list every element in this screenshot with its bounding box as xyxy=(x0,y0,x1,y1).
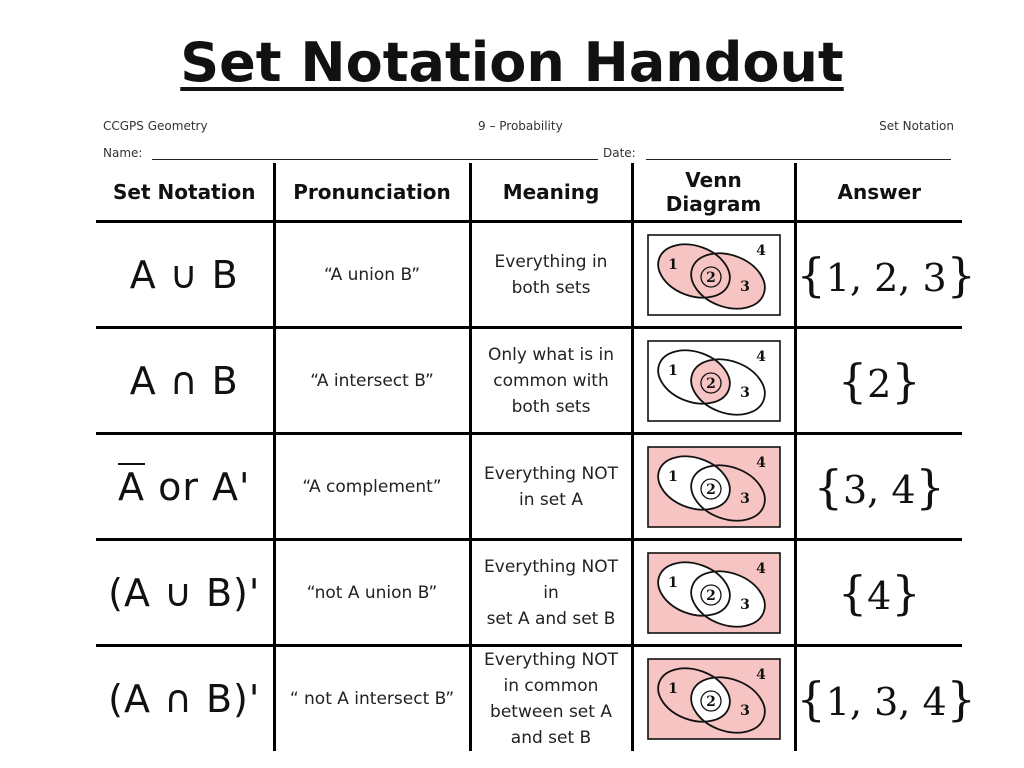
notation-cell xyxy=(96,222,274,328)
pronunciation-cell: “not A union B” xyxy=(274,540,470,646)
table-row xyxy=(96,222,962,328)
notation-complement: $\overline{A}$ or A' xyxy=(118,464,251,509)
date-label: Date: xyxy=(603,146,636,160)
answer-value: 3, 4 xyxy=(842,467,916,512)
notation-not-union: (A ∪ B)' xyxy=(108,570,261,615)
venn-region-label-3: 3 xyxy=(739,596,750,613)
answer-value: 2 xyxy=(867,361,892,406)
venn-region-label-4: 4 xyxy=(755,560,766,577)
table-row xyxy=(96,646,962,752)
venn-region-label-4: 4 xyxy=(755,454,766,471)
venn-region-label-2: 2 xyxy=(705,587,716,604)
notation-table xyxy=(96,163,976,751)
meaning-cell: Everything NOT in set A xyxy=(470,434,632,540)
answer-cell: {2} xyxy=(795,328,962,434)
venn-region-label-3: 3 xyxy=(739,490,750,507)
venn-region-label-4: 4 xyxy=(755,667,766,683)
date-blank xyxy=(646,159,951,160)
venn-region-label-3: 3 xyxy=(739,384,750,401)
pronunciation-cell: “A union B” xyxy=(274,222,470,328)
answer-value: 1, 2, 3 xyxy=(825,255,947,300)
col-header-set-notation: Set Notation xyxy=(96,163,274,222)
venn-cell xyxy=(632,646,795,752)
answer-cell: {1, 2, 3} xyxy=(795,222,962,328)
name-blank xyxy=(152,159,598,160)
page-title: Set Notation Handout xyxy=(180,31,844,94)
venn-region-label-1: 1 xyxy=(667,256,678,273)
venn-region-label-4: 4 xyxy=(755,348,766,365)
meaning-cell: Everything in both sets xyxy=(470,222,632,328)
col-header-pronunciation: Pronunciation xyxy=(274,163,470,222)
pronunciation-cell: “A intersect B” xyxy=(274,328,470,434)
notation-intersection: A ∩ B xyxy=(129,358,239,403)
venn-region-label-2: 2 xyxy=(705,694,716,710)
notation-complement-bar: $\overline{A}$ xyxy=(118,464,145,509)
venn-diagram xyxy=(644,655,784,743)
pronunciation-cell: “A complement” xyxy=(274,434,470,540)
notation-union: A ∪ B xyxy=(129,252,239,297)
col-header-meaning: Meaning xyxy=(470,163,632,222)
venn-region-label-1: 1 xyxy=(667,468,678,485)
meaning-cell: Everything NOT in common between set A and set B xyxy=(470,646,632,752)
table-row xyxy=(96,434,962,540)
name-label: Name: xyxy=(103,146,143,160)
venn-region-label-1: 1 xyxy=(667,681,678,697)
header-row xyxy=(96,163,962,222)
notation-cell xyxy=(96,434,274,540)
venn-region-label-2: 2 xyxy=(705,481,716,498)
topic-label: Set Notation xyxy=(879,119,954,133)
venn-cell xyxy=(632,328,795,434)
venn-diagram xyxy=(644,337,784,425)
venn-diagram xyxy=(644,231,784,319)
notation-cell xyxy=(96,328,274,434)
answer-cell: {3, 4} xyxy=(795,434,962,540)
pronunciation-cell: “ not A intersect B” xyxy=(274,646,470,752)
venn-region-label-2: 2 xyxy=(705,269,716,286)
venn-region-label-1: 1 xyxy=(667,574,678,591)
meaning-cell: Everything NOT in set A and set B xyxy=(470,540,632,646)
venn-cell xyxy=(632,434,795,540)
venn-region-label-3: 3 xyxy=(739,703,750,719)
answer-value: 1, 3, 4 xyxy=(825,680,947,724)
venn-region-label-1: 1 xyxy=(667,362,678,379)
notation-cell xyxy=(96,646,274,752)
unit-label: 9 – Probability xyxy=(478,119,563,133)
venn-region-label-4: 4 xyxy=(755,242,766,259)
venn-region-label-3: 3 xyxy=(739,278,750,295)
answer-cell: {4} xyxy=(795,540,962,646)
venn-diagram xyxy=(644,549,784,637)
notation-cell xyxy=(96,540,274,646)
col-header-venn-diagram: Venn Diagram xyxy=(632,163,795,222)
table-row xyxy=(96,540,962,646)
notation-not-intersection: (A ∩ B)' xyxy=(108,677,261,721)
venn-diagram xyxy=(644,443,784,531)
table-row xyxy=(96,328,962,434)
meaning-cell: Only what is in common with both sets xyxy=(470,328,632,434)
course-label: CCGPS Geometry xyxy=(103,119,208,133)
answer-value: 4 xyxy=(867,573,892,618)
venn-cell xyxy=(632,540,795,646)
col-header-answer: Answer xyxy=(795,163,962,222)
answer-cell: {1, 3, 4} xyxy=(796,672,976,726)
venn-region-label-2: 2 xyxy=(705,375,716,392)
venn-cell xyxy=(632,222,795,328)
